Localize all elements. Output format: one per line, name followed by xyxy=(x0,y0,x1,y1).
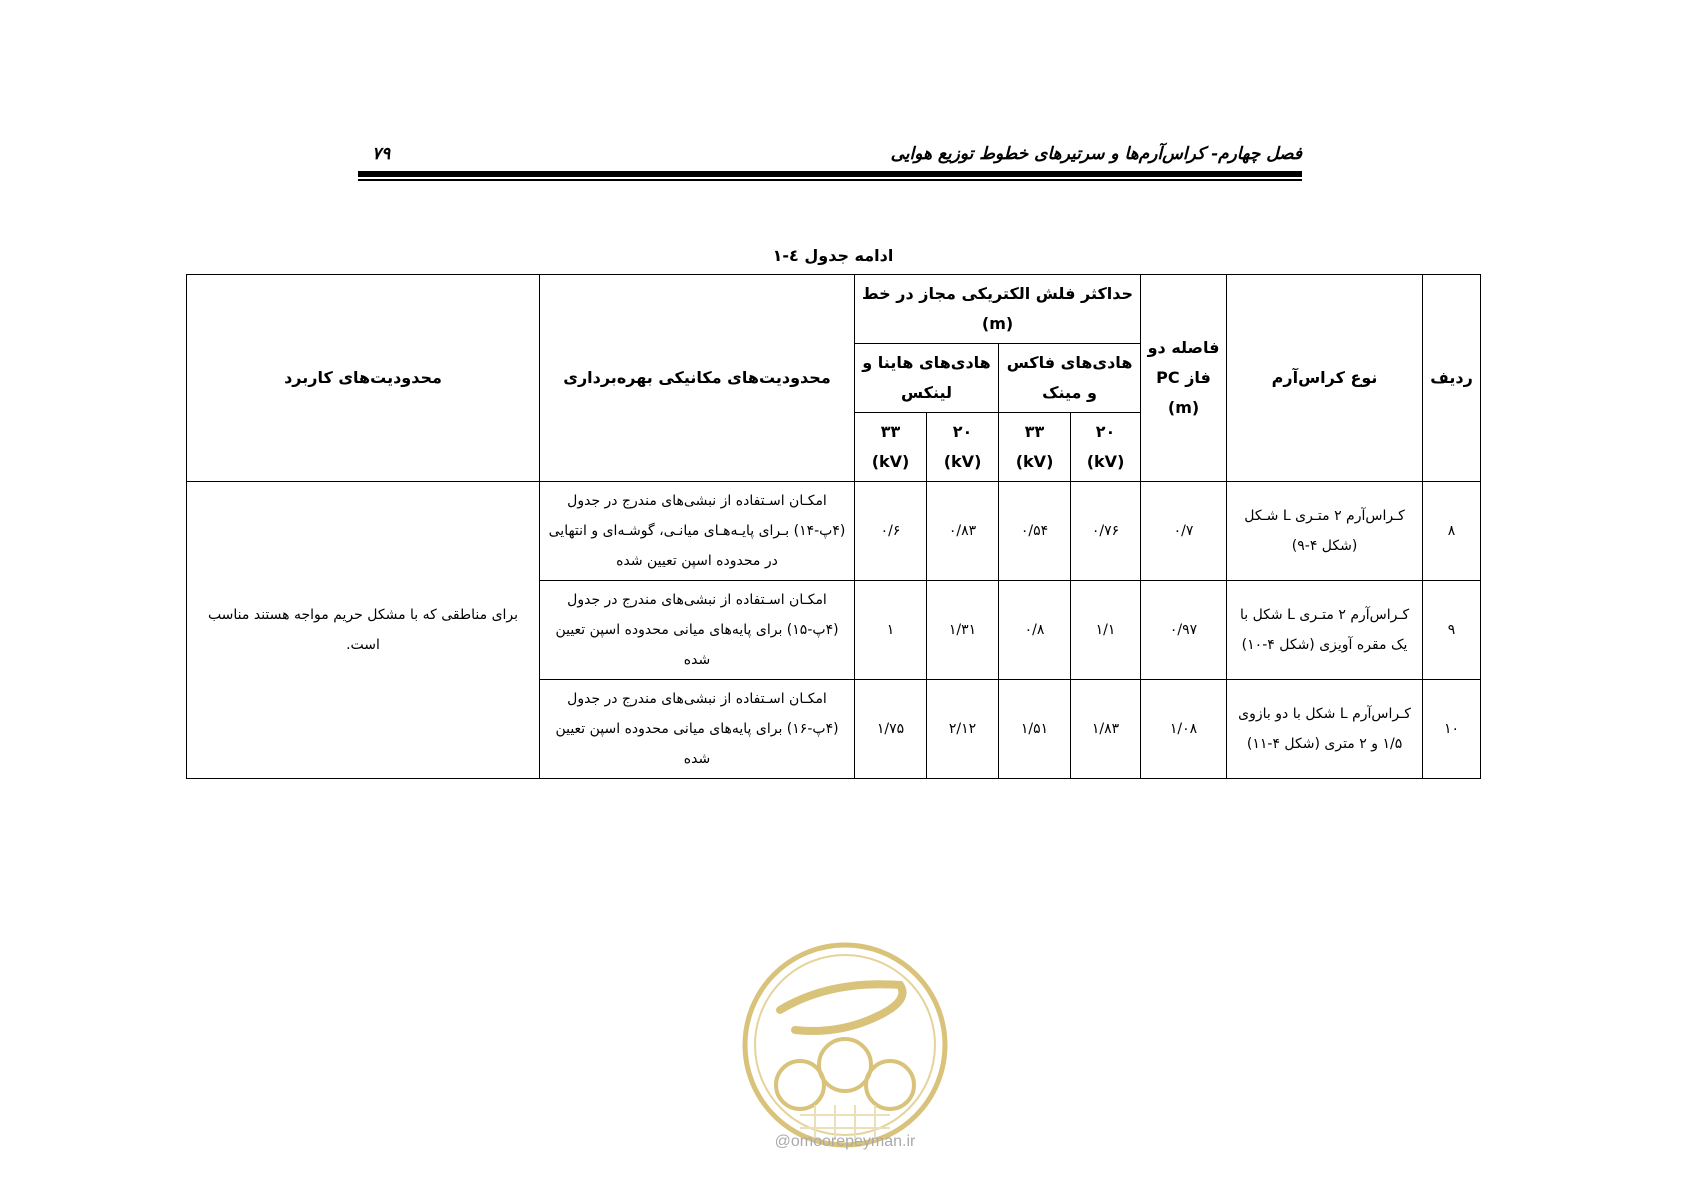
watermark-logo xyxy=(740,940,950,1150)
cell-crossarm-type: کـراس‌آرم L شکل با دو بازوی ۱/۵ و ۲ متری (شکل ۴-۱۱) xyxy=(1227,680,1423,779)
cell-fox-33kv: ۰/۵۴ xyxy=(999,482,1071,581)
header-mechanical-limits: محدودیت‌های مکانیکی بهره‌برداری xyxy=(540,275,855,482)
cell-row-no: ۱۰ xyxy=(1423,680,1481,779)
table-row xyxy=(187,482,1481,581)
cell-usage-limits: برای مناطقی که با مشکل حریم مواجه هستند مناسب است. xyxy=(187,482,540,779)
header-fox-mink: هادی‌های فاکس و مینک xyxy=(999,344,1141,413)
header-hyena-33kv: ۳۳ (kV) xyxy=(855,413,927,482)
cell-fox-33kv: ۰/۸ xyxy=(999,581,1071,680)
cell-mechanical-limits: امکـان اسـتفاده از نبشی‌های مندرج در جدول (۴پ-۱۵) برای پایه‌های میانی محدوده اسپن تعیین شده xyxy=(540,581,855,680)
header-hyena-20kv: ۲۰ (kV) xyxy=(927,413,999,482)
cell-mechanical-limits: امکـان اسـتفاده از نبشی‌های مندرج در جدول (۴پ-۱۶) برای پایه‌های میانی محدوده اسپن تعیین شده xyxy=(540,680,855,779)
cell-phase-distance: ۰/۷ xyxy=(1141,482,1227,581)
cell-fox-20kv: ۰/۷۶ xyxy=(1071,482,1141,581)
watermark-site: @omoorepeyman.ir xyxy=(774,1133,916,1150)
cell-hyena-33kv: ۱/۷۵ xyxy=(855,680,927,779)
cell-hyena-20kv: ۰/۸۳ xyxy=(927,482,999,581)
cell-hyena-20kv: ۱/۳۱ xyxy=(927,581,999,680)
header-usage-limits: محدودیت‌های کاربرد xyxy=(187,275,540,482)
cell-crossarm-type: کـراس‌آرم ۲ متـری L شـکل (شکل ۴-۹) xyxy=(1227,482,1423,581)
cell-hyena-33kv: ۰/۶ xyxy=(855,482,927,581)
header-max-sag: حداکثر فلش الکتریکی مجاز در خط (m) xyxy=(855,275,1141,344)
header-row-no: ردیف xyxy=(1423,275,1481,482)
header-fox-33kv: ۳۳ (kV) xyxy=(999,413,1071,482)
table-caption: ادامه جدول ٤-١ xyxy=(772,246,894,265)
header-phase-distance: فاصله دو فاز PC (m) xyxy=(1141,275,1227,482)
cell-mechanical-limits: امکـان اسـتفاده از نبشی‌های مندرج در جدول (۴پ-۱۴) بـرای پایـه‌هـای میانـی، گوشـه‌ای و انتهایی در محدوده اسپن تعیین شده xyxy=(540,482,855,581)
cell-row-no: ۸ xyxy=(1423,482,1481,581)
header-hyena-lynx: هادی‌های هاینا و لینکس xyxy=(855,344,999,413)
cell-hyena-20kv: ۲/۱۲ xyxy=(927,680,999,779)
cell-crossarm-type: کـراس‌آرم ۲ متـری L شکل با یک مقره آویزی (شکل ۴-۱۰) xyxy=(1227,581,1423,680)
cell-fox-33kv: ۱/۵۱ xyxy=(999,680,1071,779)
header-rule-thick xyxy=(358,171,1302,177)
header-crossarm-type: نوع کراس‌آرم xyxy=(1227,275,1423,482)
header-fox-20kv: ۲۰ (kV) xyxy=(1071,413,1141,482)
cell-fox-20kv: ۱/۸۳ xyxy=(1071,680,1141,779)
header-rule-thin xyxy=(358,179,1302,181)
chapter-title: فصل چهارم- کراس‌آرم‌ها و سرتیرهای خطوط توزیع هوایی xyxy=(890,144,1302,164)
cell-phase-distance: ۱/۰۸ xyxy=(1141,680,1227,779)
page-number: ۷۹ xyxy=(372,144,391,164)
crossarm-table xyxy=(186,274,1481,779)
cell-fox-20kv: ۱/۱ xyxy=(1071,581,1141,680)
cell-row-no: ۹ xyxy=(1423,581,1481,680)
cell-phase-distance: ۰/۹۷ xyxy=(1141,581,1227,680)
cell-hyena-33kv: ۱ xyxy=(855,581,927,680)
